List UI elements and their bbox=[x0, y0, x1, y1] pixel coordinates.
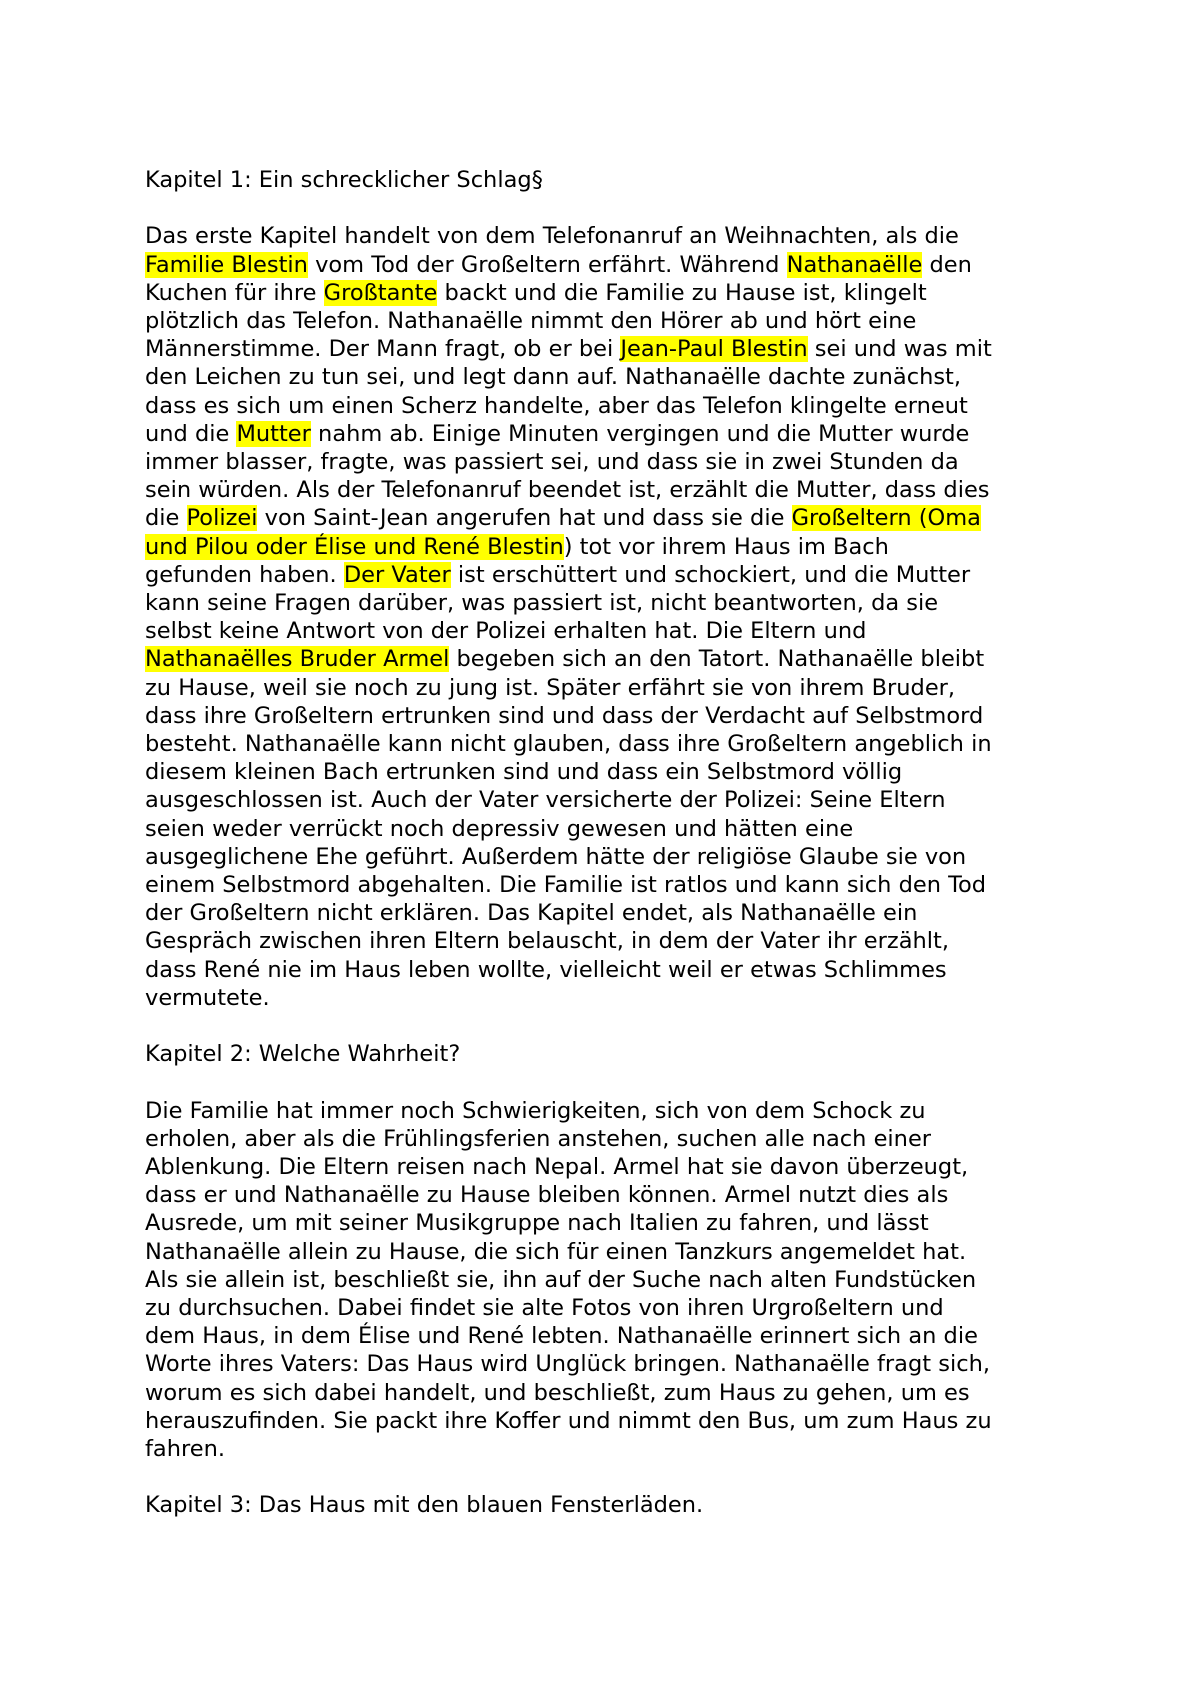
text-segment: begeben sich an den Tatort. Nathanaëlle bleibt bbox=[449, 646, 985, 673]
text-line bbox=[145, 730, 1075, 758]
text-line bbox=[145, 561, 1075, 589]
document-body bbox=[145, 166, 1075, 1548]
text-line bbox=[145, 1181, 1075, 1209]
chapter-3-heading: Kapitel 3: Das Haus mit den blauen Fensterläden. bbox=[145, 1492, 704, 1519]
text-line bbox=[145, 871, 1075, 899]
text-segment: sein würden. Als der Telefonanruf beendet ist, erzählt die Mutter, dass dies bbox=[145, 477, 990, 504]
text-segment: dass René nie im Haus leben wollte, vielleicht weil er etwas Schlimmes bbox=[145, 956, 947, 983]
text-segment: Worte ihres Vaters: Das Haus wird Unglück bringen. Nathanaëlle fragt sich, bbox=[145, 1351, 990, 1378]
text-line bbox=[145, 420, 1075, 448]
text-segment: kann seine Fragen darüber, was passiert ist, nicht beantworten, da sie bbox=[145, 590, 939, 617]
text-segment: nahm ab. Einige Minuten vergingen und die Mutter wurde bbox=[310, 420, 970, 447]
text-line bbox=[145, 815, 1075, 843]
highlighted-name: Jean-Paul Blestin bbox=[620, 336, 808, 363]
text-segment: seien weder verrückt noch depressiv gewesen und hätten eine bbox=[145, 815, 854, 842]
text-segment: ) tot vor ihrem Haus im Bach bbox=[563, 533, 889, 560]
text-segment: dass er und Nathanaëlle zu Hause bleiben können. Armel nutzt dies als bbox=[145, 1182, 949, 1209]
text-line bbox=[145, 1294, 1075, 1322]
text-line bbox=[145, 1407, 1075, 1435]
text-line bbox=[145, 1238, 1075, 1266]
text-line bbox=[145, 617, 1075, 645]
chapter-1-paragraph bbox=[145, 222, 1075, 1012]
text-segment: ist erschüttert und schockiert, und die Mutter bbox=[450, 561, 971, 588]
highlighted-name: und Pilou oder Élise und René Blestin bbox=[145, 533, 564, 560]
text-segment: sei und was mit bbox=[807, 336, 992, 363]
text-line bbox=[145, 251, 1075, 279]
highlighted-name: Nathanaëlles Bruder Armel bbox=[145, 646, 450, 673]
text-line bbox=[145, 984, 1075, 1012]
text-line bbox=[145, 504, 1075, 532]
text-line bbox=[145, 448, 1075, 476]
text-line bbox=[145, 1153, 1075, 1181]
text-line bbox=[145, 927, 1075, 955]
text-segment: vom Tod der Großeltern erfährt. Während bbox=[307, 251, 787, 278]
highlighted-name: Großtante bbox=[323, 279, 438, 306]
text-segment: vermutete. bbox=[145, 984, 270, 1011]
text-segment: Kuchen für ihre bbox=[145, 279, 324, 306]
text-segment: und die bbox=[145, 420, 237, 447]
text-segment: backt und die Familie zu Hause ist, klingelt bbox=[437, 279, 927, 306]
text-segment: ausgeglichene Ehe geführt. Außerdem hätte der religiöse Glaube sie von bbox=[145, 843, 967, 870]
text-line bbox=[145, 1350, 1075, 1378]
text-line bbox=[145, 476, 1075, 504]
text-line bbox=[145, 786, 1075, 814]
highlighted-name: Großeltern (Oma bbox=[791, 505, 981, 532]
text-segment: einem Selbstmord abgehalten. Die Familie ist ratlos und kann sich den Tod bbox=[145, 872, 987, 899]
text-segment: Männerstimme. Der Mann fragt, ob er bei bbox=[145, 336, 621, 363]
text-segment: den Leichen zu tun sei, und legt dann auf. Nathanaëlle dachte zunächst, bbox=[145, 364, 962, 391]
text-line bbox=[145, 1097, 1075, 1125]
text-segment: dem Haus, in dem Élise und René lebten. Nathanaëlle erinnert sich an die bbox=[145, 1323, 978, 1350]
highlighted-name: Familie Blestin bbox=[145, 251, 308, 278]
text-segment: Als sie allein ist, beschließt sie, ihn auf der Suche nach alten Fundstücken bbox=[145, 1266, 977, 1293]
text-line bbox=[145, 1125, 1075, 1153]
text-line bbox=[145, 1209, 1075, 1237]
text-segment: plötzlich das Telefon. Nathanaëlle nimmt den Hörer ab und hört eine bbox=[145, 308, 917, 334]
chapter-2-paragraph bbox=[145, 1097, 1075, 1464]
text-segment: fahren. bbox=[145, 1436, 225, 1463]
highlighted-name: Der Vater bbox=[343, 561, 451, 588]
text-line bbox=[145, 843, 1075, 871]
text-line bbox=[145, 758, 1075, 786]
highlighted-name: Polizei bbox=[186, 505, 258, 532]
text-line bbox=[145, 645, 1075, 673]
text-line bbox=[145, 956, 1075, 984]
text-segment: herauszufinden. Sie packt ihre Koffer und nimmt den Bus, um zum Haus zu bbox=[145, 1407, 992, 1434]
text-segment: diesem kleinen Bach ertrunken sind und dass ein Selbstmord völlig bbox=[145, 759, 903, 786]
text-segment: Die Familie hat immer noch Schwierigkeiten, sich von dem Schock zu bbox=[145, 1097, 926, 1124]
text-line bbox=[145, 335, 1075, 363]
text-line bbox=[145, 1322, 1075, 1350]
text-line bbox=[145, 222, 1075, 250]
text-line bbox=[145, 1435, 1075, 1463]
text-segment: worum es sich dabei handelt, und beschließt, zum Haus zu gehen, um es bbox=[145, 1379, 970, 1406]
text-line bbox=[145, 1379, 1075, 1407]
text-line bbox=[145, 899, 1075, 927]
text-segment: von Saint-Jean angerufen hat und dass sie die bbox=[257, 505, 792, 532]
highlighted-name: Nathanaëlle bbox=[786, 251, 923, 278]
text-segment: ausgeschlossen ist. Auch der Vater versicherte der Polizei: Seine Eltern bbox=[145, 787, 946, 814]
text-segment: Ablenkung. Die Eltern reisen nach Nepal. Armel hat sie davon überzeugt, bbox=[145, 1154, 969, 1181]
text-segment: Das erste Kapitel handelt von dem Telefonanruf an Weihnachten, als die bbox=[145, 223, 959, 250]
chapter-1-heading: Kapitel 1: Ein schrecklicher Schlag§ bbox=[145, 167, 543, 193]
highlighted-name: Mutter bbox=[236, 420, 311, 447]
text-line bbox=[145, 279, 1075, 307]
text-segment: erholen, aber als die Frühlingsferien anstehen, suchen alle nach einer bbox=[145, 1125, 932, 1152]
text-segment: Nathanaëlle allein zu Hause, die sich für einen Tanzkurs angemeldet hat. bbox=[145, 1238, 967, 1265]
text-line bbox=[145, 392, 1075, 420]
text-line bbox=[145, 363, 1075, 391]
text-line bbox=[145, 674, 1075, 702]
text-line bbox=[145, 589, 1075, 617]
text-segment: Ausrede, um mit seiner Musikgruppe nach Italien zu fahren, und lässt bbox=[145, 1210, 929, 1237]
text-segment: der Großeltern nicht erklären. Das Kapitel endet, als Nathanaëlle ein bbox=[145, 900, 918, 927]
text-segment: besteht. Nathanaëlle kann nicht glauben, dass ihre Großeltern angeblich in bbox=[145, 731, 992, 758]
text-segment: immer blasser, fragte, was passiert sei, und dass sie in zwei Stunden da bbox=[145, 449, 959, 476]
text-segment: gefunden haben. bbox=[145, 561, 344, 588]
text-segment: zu durchsuchen. Dabei findet sie alte Fotos von ihren Urgroßeltern und bbox=[145, 1295, 944, 1322]
text-segment: die bbox=[145, 505, 187, 532]
text-line bbox=[145, 1266, 1075, 1294]
text-segment: selbst keine Antwort von der Polizei erhalten hat. Die Eltern und bbox=[145, 618, 867, 645]
text-segment: dass ihre Großeltern ertrunken sind und dass der Verdacht auf Selbstmord bbox=[145, 702, 984, 729]
text-line bbox=[145, 533, 1075, 561]
chapter-2-heading: Kapitel 2: Welche Wahrheit? bbox=[145, 1041, 461, 1068]
text-segment: Gespräch zwischen ihren Eltern belauscht, in dem der Vater ihr erzählt, bbox=[145, 928, 949, 955]
text-segment: dass es sich um einen Scherz handelte, aber das Telefon klingelte erneut bbox=[145, 392, 968, 419]
text-segment: zu Hause, weil sie noch zu jung ist. Später erfährt sie von ihrem Bruder, bbox=[145, 674, 956, 701]
text-line bbox=[145, 307, 1075, 335]
text-segment: den bbox=[922, 251, 972, 278]
text-line bbox=[145, 702, 1075, 730]
